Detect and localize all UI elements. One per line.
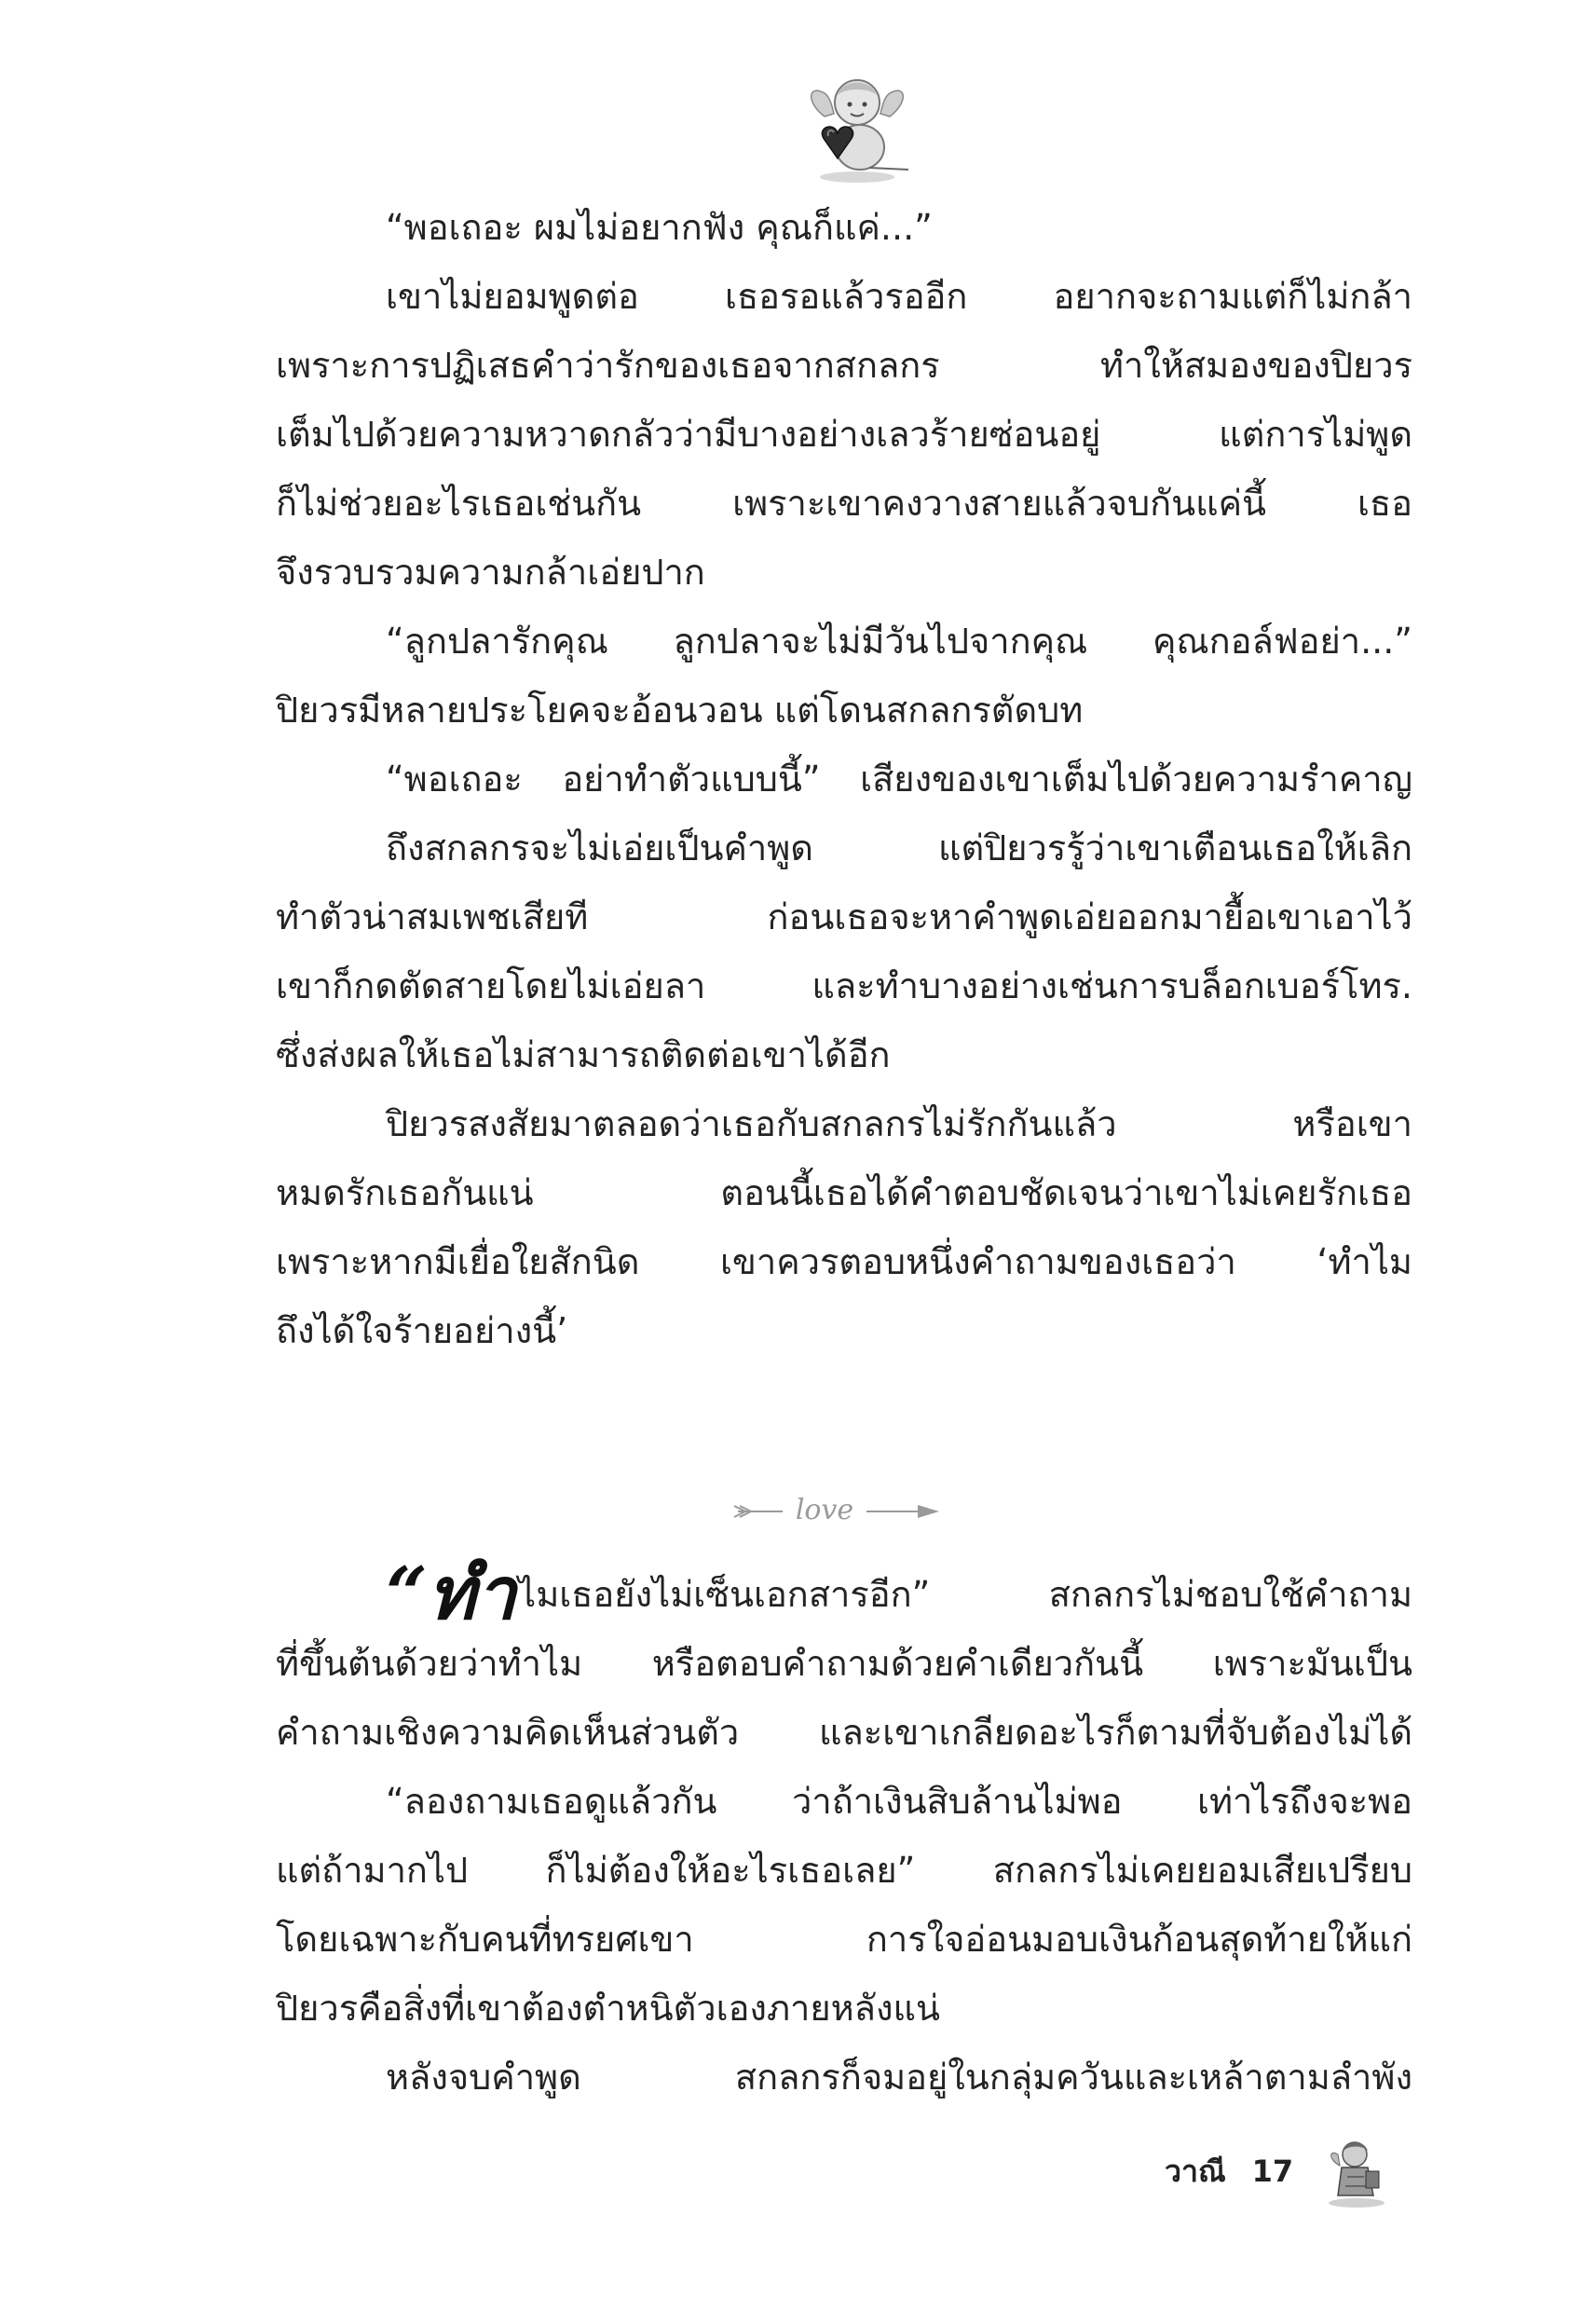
page-footer [1165, 2143, 1394, 2199]
paragraph-line: หลังจบคำพูด สกลกรก็จมอยู่ในกลุ่มควันและเหล้าตามลำพัง [386, 2057, 1412, 2098]
cupid-with-heart-icon [797, 65, 918, 186]
section-1 [276, 193, 1412, 1365]
paragraph-line: “ลองถามเธอดูแล้วกัน ว่าถ้าเงินสิบล้านไม่พอ เท่าไรถึงจะพอ [386, 1781, 1412, 1822]
paragraph-line: เพราะหากมีเยื่อใยสักนิด เขาควรตอบหนึ่งคำถามของเธอว่า ‘ทำไม [276, 1241, 1412, 1282]
paragraph-line: ปิยวรสงสัยมาตลอดว่าเธอกับสกลกรไม่รักกันแล้ว หรือเขา [386, 1103, 1412, 1144]
paragraph-line: โดยเฉพาะกับคนที่ทรยศเขา การใจอ่อนมอบเงินก้อนสุดท้ายให้แก่ [276, 1919, 1412, 1960]
paragraph-line: เต็มไปด้วยความหวาดกลัวว่ามีบางอย่างเลวร้ายซ่อนอยู่ แต่การไม่พูด [276, 414, 1412, 455]
paragraph-line: “พอเถอะ อย่าทำตัวแบบนี้” เสียงของเขาเต็มไปด้วยความรำคาญ [386, 759, 1412, 800]
paragraph-line: เขาก็กดตัดสายโดยไม่เอ่ยลา และทำบางอย่างเช่นการบล็อกเบอร์โทร. [276, 965, 1412, 1006]
dropcap: “ทำ [386, 1552, 517, 1636]
paragraph-line: จึงรวบรวมความกล้าเอ่ยปาก [276, 552, 705, 593]
paragraph-line: ที่ขึ้นต้นด้วยว่าทำไม หรือตอบคำถามด้วยคำเดียวกันนี้ เพราะมันเป็น [276, 1643, 1412, 1684]
paragraph-line: ปิยวรมีหลายประโยคจะอ้อนวอน แต่โดนสกลกรตัดบท [276, 690, 1084, 731]
paragraph-line: หมดรักเธอกันแน่ ตอนนี้เธอได้คำตอบชัดเจนว่าเขาไม่เคยรักเธอ [276, 1172, 1412, 1213]
paragraph-line: “ลูกปลารักคุณ ลูกปลาจะไม่มีวันไปจากคุณ คุณกอล์ฟอย่า...” [386, 621, 1412, 662]
paragraph-line: ซึ่งส่งผลให้เธอไม่สามารถติดต่อเขาได้อีก [276, 1034, 891, 1075]
paragraph-line: ก็ไม่ช่วยอะไรเธอเช่นกัน เพราะเขาคงวางสายแล้วจบกันแค่นี้ เธอ [276, 483, 1412, 524]
paragraph-line: เพราะการปฏิเสธคำว่ารักของเธอจากสกลกร ทำให้สมองของปิยวร [276, 345, 1412, 386]
divider-label: love [795, 1494, 854, 1526]
paragraph-line: “พอเถอะ ผมไม่อยากฟัง คุณก็แค่...” [386, 207, 933, 248]
section-2 [276, 1525, 1412, 2112]
love-divider [727, 1491, 950, 1528]
page-number: 17 [1251, 2154, 1294, 2189]
paragraph-line: ทำตัวน่าสมเพชเสียที ก่อนเธอจะหาคำพูดเอ่ยออกมายื้อเขาเอาไว้ [276, 896, 1412, 937]
paragraph-line: เขาไม่ยอมพูดต่อ เธอรอแล้วรออีก อยากจะถามแต่ก็ไม่กล้า [386, 276, 1412, 317]
paragraph-line: ไมเธอยังไม่เซ็นเอกสารอีก” สกลกรไม่ชอบใช้คำถาม [518, 1574, 1412, 1615]
paragraph-line: คำถามเชิงความคิดเห็นส่วนตัว และเขาเกลียดอะไรก็ตามที่จับต้องไม่ได้ [276, 1712, 1412, 1753]
paragraph-line: แต่ถ้ามากไป ก็ไม่ต้องให้อะไรเธอเลย” สกลกรไม่เคยยอมเสียเปรียบ [276, 1850, 1412, 1891]
paragraph-line: ถึงสกลกรจะไม่เอ่ยเป็นคำพูด แต่ปิยวรรู้ว่าเขาเตือนเธอให้เลิก [386, 827, 1412, 868]
cupid-figure-icon [1319, 2134, 1394, 2208]
paragraph-line: ถึงได้ใจร้ายอย่างนี้’ [276, 1310, 568, 1351]
paragraph-line: ปิยวรคือสิ่งที่เขาต้องตำหนิตัวเองภายหลังแน่ [276, 1988, 940, 2029]
dropcap-line [276, 1525, 1412, 1636]
book-title: วาณี [1165, 2153, 1226, 2189]
